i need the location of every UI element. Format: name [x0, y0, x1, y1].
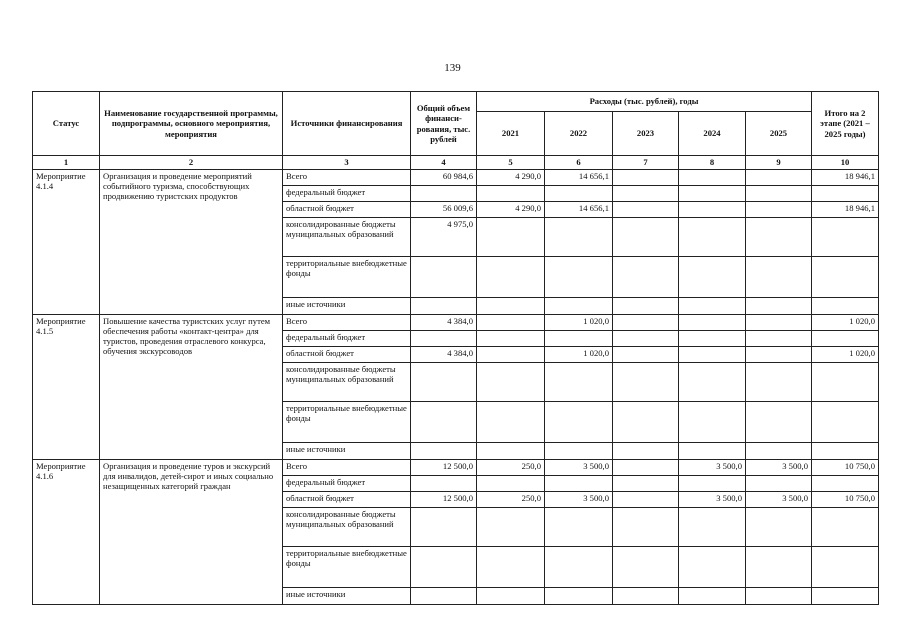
year-2023-cell [613, 257, 679, 298]
table-row [33, 315, 879, 331]
year-2025-cell [746, 315, 812, 331]
total-volume-cell [411, 443, 477, 460]
header-name: Наименование государственной программы, подпрограммы, основного мероприятия, мероприятия [100, 92, 283, 156]
stage-total-cell [812, 402, 879, 443]
year-2022-cell [545, 257, 613, 298]
year-2023-cell [613, 218, 679, 257]
header-year: 2022 [545, 112, 613, 156]
year-2024-cell [679, 202, 746, 218]
header-status: Статус [33, 92, 100, 156]
year-2024-cell [679, 363, 746, 402]
year-2024-cell [679, 298, 746, 315]
year-2021-cell: 4 290,0 [477, 170, 545, 186]
activity-status: Мероприятие 4.1.4 [33, 170, 100, 315]
header-year: 2025 [746, 112, 812, 156]
total-volume-cell [411, 257, 477, 298]
stage-total-cell: 10 750,0 [812, 460, 879, 476]
column-number-row [33, 156, 879, 170]
year-2023-cell [613, 476, 679, 492]
year-2022-cell [545, 402, 613, 443]
year-2023-cell [613, 547, 679, 588]
year-2022-cell [545, 476, 613, 492]
column-number: 9 [746, 156, 812, 170]
year-2024-cell [679, 402, 746, 443]
column-number: 4 [411, 156, 477, 170]
year-2021-cell [477, 257, 545, 298]
year-2025-cell: 3 500,0 [746, 492, 812, 508]
year-2025-cell [746, 547, 812, 588]
year-2025-cell [746, 202, 812, 218]
total-volume-cell [411, 363, 477, 402]
funding-source: областной бюджет [283, 202, 411, 218]
stage-total-cell [812, 443, 879, 460]
stage-total-cell [812, 588, 879, 605]
total-volume-cell: 4 384,0 [411, 347, 477, 363]
year-2024-cell [679, 315, 746, 331]
year-2025-cell [746, 298, 812, 315]
funding-source: областной бюджет [283, 347, 411, 363]
year-2025-cell: 3 500,0 [746, 460, 812, 476]
stage-total-cell [812, 257, 879, 298]
year-2021-cell [477, 186, 545, 202]
year-2021-cell [477, 508, 545, 547]
year-2024-cell [679, 476, 746, 492]
stage-total-cell [812, 476, 879, 492]
year-2022-cell: 1 020,0 [545, 347, 613, 363]
year-2021-cell [477, 402, 545, 443]
year-2021-cell [477, 547, 545, 588]
header-sources: Источники финансирования [283, 92, 411, 156]
stage-total-cell: 18 946,1 [812, 170, 879, 186]
total-volume-cell: 12 500,0 [411, 460, 477, 476]
funding-source: федеральный бюджет [283, 186, 411, 202]
year-2023-cell [613, 347, 679, 363]
stage-total-cell [812, 363, 879, 402]
total-volume-cell [411, 331, 477, 347]
year-2024-cell [679, 218, 746, 257]
year-2025-cell [746, 363, 812, 402]
year-2022-cell: 1 020,0 [545, 315, 613, 331]
year-2025-cell [746, 443, 812, 460]
year-2024-cell [679, 443, 746, 460]
column-number: 8 [679, 156, 746, 170]
total-volume-cell: 4 975,0 [411, 218, 477, 257]
funding-source: территориальные внебюджетные фонды [283, 547, 411, 588]
year-2022-cell [545, 443, 613, 460]
total-volume-cell [411, 476, 477, 492]
total-volume-cell: 56 009,6 [411, 202, 477, 218]
year-2023-cell [613, 315, 679, 331]
year-2025-cell [746, 476, 812, 492]
header-year: 2021 [477, 112, 545, 156]
year-2023-cell [613, 202, 679, 218]
activity-name: Организация и проведение туров и экскурсий для инвалидов, детей-сирот и иных социально незащищенных категорий граждан [100, 460, 283, 605]
year-2024-cell: 3 500,0 [679, 460, 746, 476]
year-2024-cell [679, 588, 746, 605]
header-total-volume: Общий объем финанси-рования, тыс. рублей [411, 92, 477, 156]
year-2024-cell: 3 500,0 [679, 492, 746, 508]
year-2021-cell [477, 298, 545, 315]
stage-total-cell [812, 218, 879, 257]
funding-source: областной бюджет [283, 492, 411, 508]
year-2022-cell [545, 186, 613, 202]
column-number: 2 [100, 156, 283, 170]
funding-source: иные источники [283, 443, 411, 460]
header-year: 2023 [613, 112, 679, 156]
stage-total-cell [812, 186, 879, 202]
year-2022-cell [545, 547, 613, 588]
year-2023-cell [613, 363, 679, 402]
stage-total-cell [812, 547, 879, 588]
funding-source: федеральный бюджет [283, 331, 411, 347]
year-2025-cell [746, 257, 812, 298]
funding-source: территориальные внебюджетные фонды [283, 402, 411, 443]
year-2024-cell [679, 547, 746, 588]
year-2025-cell [746, 218, 812, 257]
funding-source: Всего [283, 315, 411, 331]
year-2023-cell [613, 460, 679, 476]
table-row [33, 170, 879, 186]
year-2024-cell [679, 508, 746, 547]
stage-total-cell [812, 298, 879, 315]
year-2021-cell [477, 476, 545, 492]
year-2023-cell [613, 508, 679, 547]
year-2022-cell [545, 588, 613, 605]
total-volume-cell [411, 186, 477, 202]
year-2022-cell: 3 500,0 [545, 492, 613, 508]
year-2025-cell [746, 402, 812, 443]
column-number: 7 [613, 156, 679, 170]
total-volume-cell: 12 500,0 [411, 492, 477, 508]
year-2023-cell [613, 492, 679, 508]
year-2025-cell [746, 508, 812, 547]
year-2025-cell [746, 331, 812, 347]
stage-total-cell: 1 020,0 [812, 315, 879, 331]
funding-source: территориальные внебюджетные фонды [283, 257, 411, 298]
year-2025-cell [746, 170, 812, 186]
year-2021-cell [477, 588, 545, 605]
total-volume-cell [411, 402, 477, 443]
year-2023-cell [613, 170, 679, 186]
total-volume-cell [411, 588, 477, 605]
year-2023-cell [613, 298, 679, 315]
stage-total-cell: 10 750,0 [812, 492, 879, 508]
header-expenses: Расходы (тыс. рублей), годы [477, 92, 812, 112]
year-2022-cell [545, 363, 613, 402]
year-2024-cell [679, 257, 746, 298]
year-2021-cell [477, 363, 545, 402]
year-2021-cell [477, 347, 545, 363]
total-volume-cell: 60 984,6 [411, 170, 477, 186]
year-2023-cell [613, 588, 679, 605]
year-2021-cell [477, 315, 545, 331]
column-number: 10 [812, 156, 879, 170]
funding-source: Всего [283, 170, 411, 186]
year-2023-cell [613, 186, 679, 202]
year-2022-cell: 14 656,1 [545, 202, 613, 218]
year-2024-cell [679, 170, 746, 186]
activity-name: Организация и проведение мероприятий событийного туризма, способствующих продвижению туристских продуктов [100, 170, 283, 315]
year-2021-cell [477, 443, 545, 460]
year-2022-cell [545, 508, 613, 547]
stage-total-cell [812, 508, 879, 547]
total-volume-cell [411, 298, 477, 315]
year-2023-cell [613, 443, 679, 460]
table-row [33, 460, 879, 476]
total-volume-cell: 4 384,0 [411, 315, 477, 331]
year-2025-cell [746, 186, 812, 202]
column-number: 6 [545, 156, 613, 170]
stage-total-cell: 1 020,0 [812, 347, 879, 363]
column-number: 1 [33, 156, 100, 170]
year-2022-cell [545, 298, 613, 315]
year-2024-cell [679, 347, 746, 363]
year-2025-cell [746, 347, 812, 363]
year-2022-cell: 3 500,0 [545, 460, 613, 476]
header-year: 2024 [679, 112, 746, 156]
activity-status: Мероприятие 4.1.6 [33, 460, 100, 605]
total-volume-cell [411, 547, 477, 588]
stage-total-cell: 18 946,1 [812, 202, 879, 218]
year-2022-cell: 14 656,1 [545, 170, 613, 186]
page-number: 139 [444, 62, 461, 74]
budget-body [33, 170, 879, 605]
year-2022-cell [545, 331, 613, 347]
year-2021-cell: 250,0 [477, 492, 545, 508]
column-number: 3 [283, 156, 411, 170]
funding-source: иные источники [283, 588, 411, 605]
activity-name: Повышение качества туристских услуг путем обеспечения работы «контакт-центра» для туристов, проведения отраслевого конкурса, обучения экскурсоводов [100, 315, 283, 460]
funding-source: консолидированные бюджеты муниципальных образований [283, 508, 411, 547]
year-2021-cell: 250,0 [477, 460, 545, 476]
year-2023-cell [613, 331, 679, 347]
year-2021-cell: 4 290,0 [477, 202, 545, 218]
funding-source: консолидированные бюджеты муниципальных образований [283, 363, 411, 402]
total-volume-cell [411, 508, 477, 547]
year-2025-cell [746, 588, 812, 605]
year-2022-cell [545, 218, 613, 257]
column-number: 5 [477, 156, 545, 170]
header-stage-total: Итого на 2 этапе (2021 – 2025 годы) [812, 92, 879, 156]
year-2024-cell [679, 331, 746, 347]
funding-source: консолидированные бюджеты муниципальных образований [283, 218, 411, 257]
funding-source: федеральный бюджет [283, 476, 411, 492]
stage-total-cell [812, 331, 879, 347]
budget-table [32, 91, 879, 605]
funding-source: Всего [283, 460, 411, 476]
year-2023-cell [613, 402, 679, 443]
funding-source: иные источники [283, 298, 411, 315]
year-2024-cell [679, 186, 746, 202]
year-2021-cell [477, 218, 545, 257]
year-2021-cell [477, 331, 545, 347]
activity-status: Мероприятие 4.1.5 [33, 315, 100, 460]
